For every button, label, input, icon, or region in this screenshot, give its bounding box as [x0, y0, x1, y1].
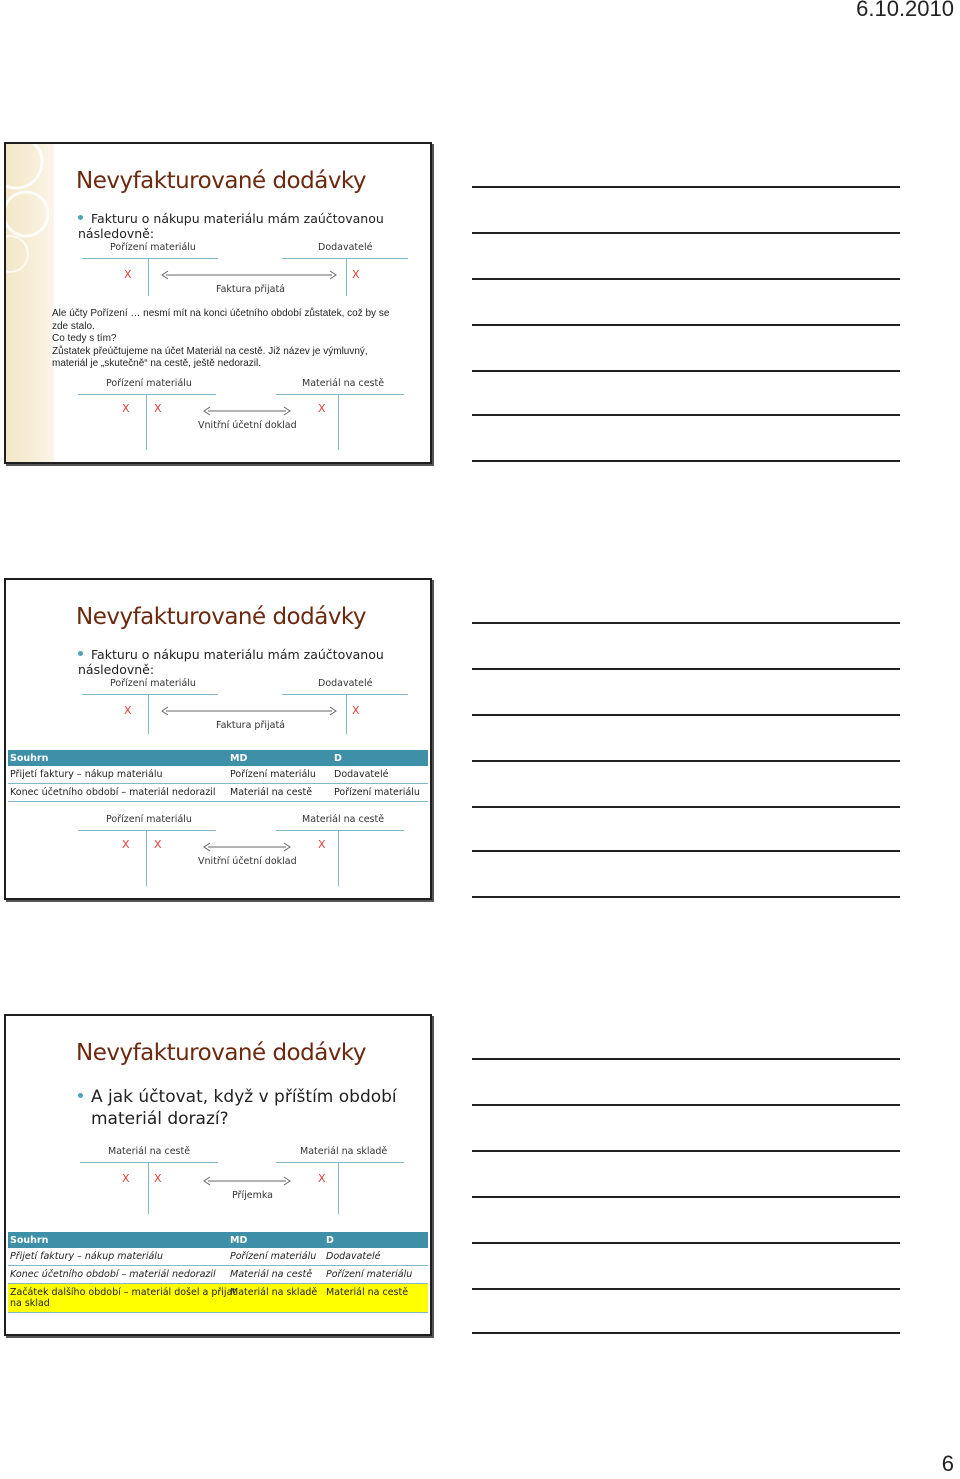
arrow-label: Příjemka	[232, 1190, 274, 1201]
note-line	[472, 1242, 900, 1244]
text-line: Co tedy s tím?	[52, 333, 117, 344]
x-mark: X	[154, 402, 162, 415]
bullet-text: materiál dorazí?	[91, 1109, 229, 1129]
t-account-line	[338, 1162, 339, 1214]
slide-title: Nevyfakturované dodávky	[76, 1040, 367, 1066]
table-cell: Materiál na skladě	[230, 1287, 318, 1298]
table-cell: Materiál na cestě	[230, 787, 313, 798]
table-cell: Dodavatelé	[326, 1251, 381, 1262]
table-row	[8, 766, 428, 784]
cell-line: na sklad	[10, 1298, 50, 1309]
t-account-line	[338, 830, 339, 886]
x-mark: X	[122, 1172, 130, 1185]
arrow-icon	[202, 842, 292, 852]
table-cell: Konec účetního období – materiál nedorazil	[10, 1269, 216, 1280]
header-date: 6.10.2010	[856, 0, 954, 21]
x-mark: X	[154, 838, 162, 851]
table-cell: Přijetí faktury – nákup materiálu	[10, 1251, 163, 1262]
table-header-cell: Souhrn	[10, 1235, 49, 1246]
table-row	[8, 1248, 428, 1266]
t-account-line	[282, 258, 408, 259]
t-account-line	[276, 830, 404, 831]
summary-table	[8, 750, 428, 802]
note-line	[472, 806, 900, 808]
account-label: Materiál na cestě	[302, 378, 385, 389]
t-account-line	[148, 1162, 149, 1214]
slide-3	[4, 1014, 432, 1336]
table-header-row	[8, 750, 428, 766]
table-cell: Přijetí faktury – nákup materiálu	[10, 769, 163, 780]
table-header-cell: Souhrn	[10, 753, 49, 764]
t-account-line	[338, 394, 339, 450]
note-line	[472, 622, 900, 624]
note-line	[472, 1196, 900, 1198]
table-header-cell: MD	[230, 753, 248, 764]
note-line	[472, 896, 900, 898]
slide-2	[4, 578, 432, 900]
table-header-cell: D	[326, 1235, 334, 1246]
explanation-text	[52, 308, 422, 371]
t-account-line	[148, 694, 149, 734]
t-account-line	[146, 394, 147, 450]
account-label: Dodavatelé	[318, 242, 373, 253]
arrow-label: Vnitřní účetní doklad	[198, 856, 297, 867]
x-mark: X	[124, 704, 132, 717]
note-line	[472, 1288, 900, 1290]
t-account-line	[146, 830, 147, 886]
table-cell: Pořízení materiálu	[230, 769, 316, 780]
arrow-icon	[160, 706, 338, 716]
note-line	[472, 324, 900, 326]
bullet-dot-icon	[78, 215, 83, 220]
bullet-dot-icon	[78, 1093, 83, 1098]
t-account-line	[82, 258, 218, 259]
x-mark: X	[318, 838, 326, 851]
x-mark: X	[352, 704, 360, 717]
note-line	[472, 186, 900, 188]
table-cell: Materiál na cestě	[326, 1287, 409, 1298]
page-number: 6	[941, 1451, 954, 1476]
arrow-icon	[202, 1176, 292, 1186]
note-line	[472, 760, 900, 762]
table-cell: Dodavatelé	[334, 769, 389, 780]
table-header-row	[8, 1232, 428, 1248]
account-label: Pořízení materiálu	[106, 814, 192, 825]
text-line: Ale účty Pořízení … nesmí mít na konci účetního období zůstatek, což by se	[52, 308, 390, 319]
arrow-label: Faktura přijatá	[216, 720, 285, 731]
table-row	[8, 1266, 428, 1284]
t-account-line	[148, 258, 149, 296]
table-cell: Pořízení materiálu	[334, 787, 420, 798]
slide-decoration	[6, 144, 54, 462]
x-mark: X	[318, 1172, 326, 1185]
t-account-line	[80, 1162, 218, 1163]
t-account-line	[346, 694, 347, 734]
x-mark: X	[124, 268, 132, 281]
table-cell	[10, 1287, 236, 1309]
x-mark: X	[122, 838, 130, 851]
note-line	[472, 1332, 900, 1334]
note-line	[472, 414, 900, 416]
table-cell: Pořízení materiálu	[230, 1251, 317, 1262]
account-label: Pořízení materiálu	[110, 678, 196, 689]
text-line: Zůstatek přeúčtujeme na účet Materiál na cestě. Již název je výmluvný,	[52, 345, 368, 357]
table-cell: Materiál na cestě	[230, 1269, 313, 1280]
x-mark: X	[352, 268, 360, 281]
table-cell: Konec účetního období – materiál nedorazil	[10, 787, 216, 798]
note-line	[472, 850, 900, 852]
account-label: Dodavatelé	[318, 678, 373, 689]
bullet-dot-icon	[78, 651, 83, 656]
bullet-item	[78, 647, 430, 677]
note-line	[472, 1104, 900, 1106]
t-account-line	[82, 694, 218, 695]
account-label: Materiál na skladě	[300, 1146, 388, 1157]
text-line: materiál je „skutečně“ na cestě, ještě nedorazil.	[52, 358, 261, 369]
arrow-label: Vnitřní účetní doklad	[198, 420, 297, 431]
note-line	[472, 668, 900, 670]
note-line	[472, 714, 900, 716]
note-line	[472, 278, 900, 280]
table-header-cell: MD	[230, 1235, 248, 1246]
bullet-text: A jak účtovat, když v příštím období	[91, 1087, 397, 1107]
arrow-icon	[160, 270, 338, 280]
bullet-text: Fakturu o nákupu materiálu mám zaúčtovanou následovně:	[78, 211, 384, 241]
bullet-text: Fakturu o nákupu materiálu mám zaúčtovanou následovně:	[78, 647, 384, 677]
summary-table	[8, 1232, 428, 1313]
account-label: Pořízení materiálu	[110, 242, 196, 253]
table-header-cell: D	[334, 753, 342, 764]
note-line	[472, 1150, 900, 1152]
text-line: zde stalo.	[52, 320, 95, 332]
t-account-line	[78, 394, 216, 395]
x-mark: X	[154, 1172, 162, 1185]
table-cell: Pořízení materiálu	[326, 1269, 413, 1280]
t-account-line	[276, 394, 404, 395]
x-mark: X	[318, 402, 326, 415]
table-row-highlighted	[8, 1284, 428, 1313]
account-label: Materiál na cestě	[302, 814, 385, 825]
slide-1	[4, 142, 432, 464]
decorative-circles-icon	[6, 144, 54, 462]
slide-title: Nevyfakturované dodávky	[76, 604, 367, 630]
note-line	[472, 370, 900, 372]
arrow-icon	[202, 406, 292, 416]
cell-line: Začátek dalšího období – materiál došel a přijat	[10, 1287, 237, 1298]
account-label: Materiál na cestě	[108, 1146, 191, 1157]
t-account-line	[276, 1162, 404, 1163]
arrow-label: Faktura přijatá	[216, 284, 285, 295]
bullet-item	[78, 211, 430, 241]
x-mark: X	[122, 402, 130, 415]
slide-title: Nevyfakturované dodávky	[76, 168, 367, 194]
t-account-line	[78, 830, 216, 831]
table-row	[8, 784, 428, 802]
note-line	[472, 1058, 900, 1060]
bullet-item	[78, 1086, 397, 1130]
note-line	[472, 232, 900, 234]
account-label: Pořízení materiálu	[106, 378, 192, 389]
t-account-line	[282, 694, 408, 695]
t-account-line	[346, 258, 347, 296]
note-line	[472, 460, 900, 462]
